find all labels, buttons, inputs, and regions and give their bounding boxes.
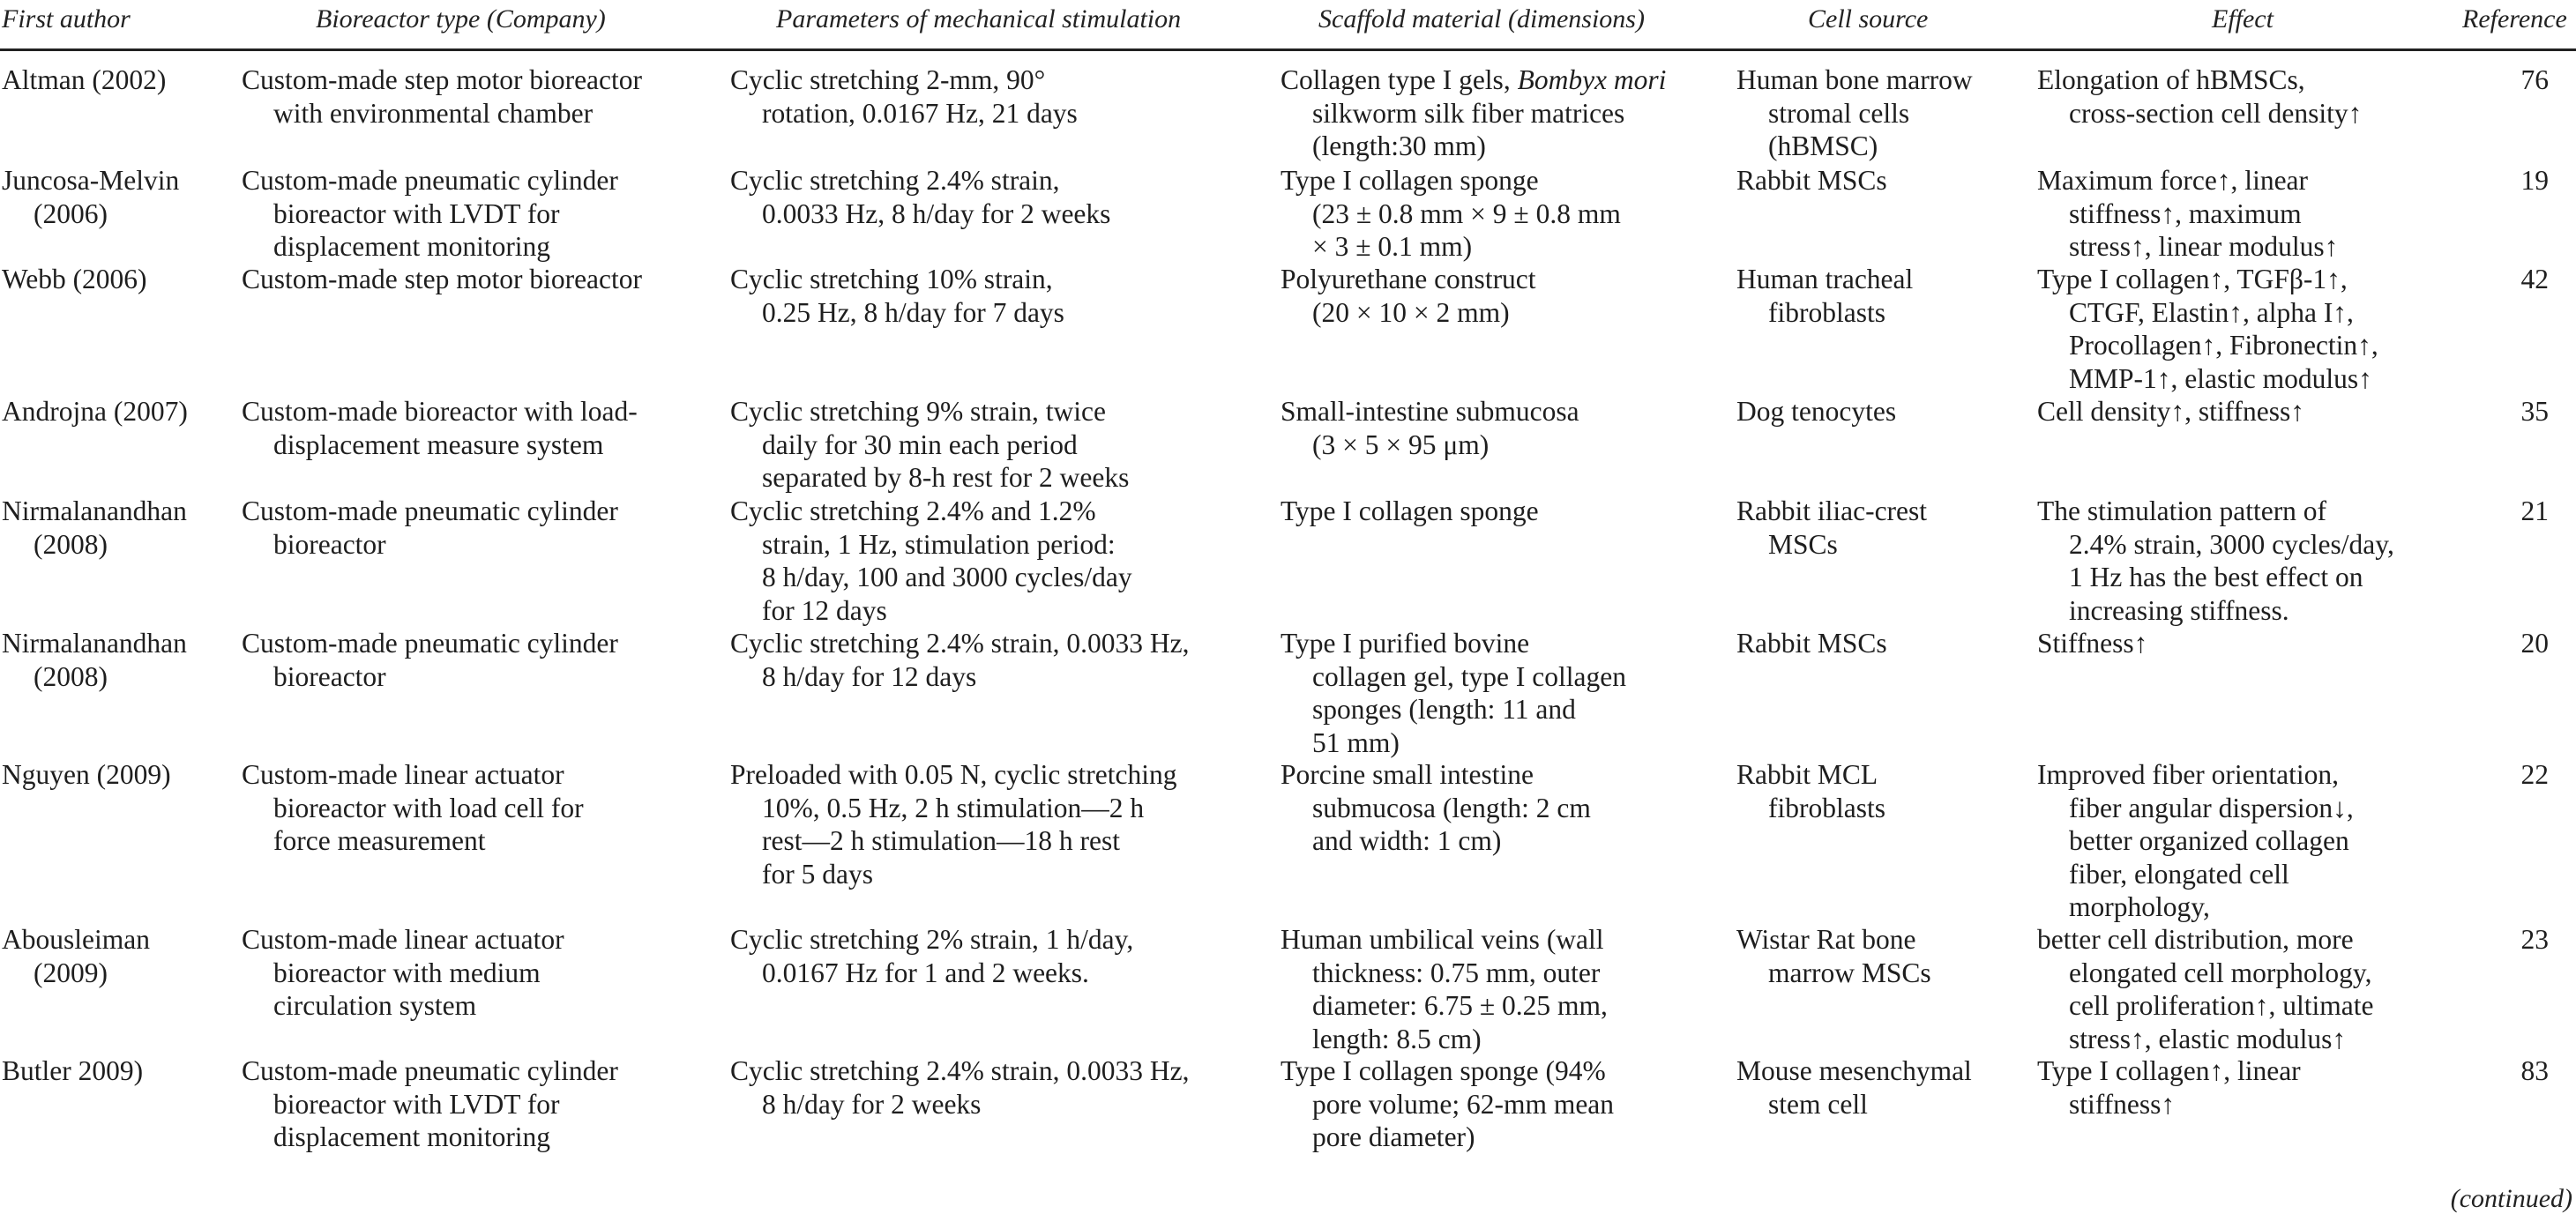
cell-line: Porcine small intestine [1281,759,1534,790]
cell-scaffold-material [1281,63,1666,163]
cell-first-author [2,495,187,561]
cell-line [1281,63,1666,97]
cell-line: (3 × 5 × 95 μm) [1312,428,1490,460]
cell-effect [2037,164,2338,264]
cell-line: collagen gel, type I collagen [1312,660,1626,692]
cell-cell-source [1736,164,1887,197]
cell-first-author [2,164,179,230]
cell-line: Maximum force↑, linear [2037,165,2309,196]
cell-line: Cyclic stretching 2.4% and 1.2% [730,495,1096,526]
cell-line: Rabbit MSCs [1736,165,1887,196]
cell-line: pore diameter) [1312,1121,1475,1152]
cell-line: for 12 days [762,594,887,626]
cell-line: strain, 1 Hz, stimulation period: [762,528,1116,560]
cell-line: morphology, [2069,891,2210,922]
cell-line: 51 mm) [1312,726,1400,758]
cell-reference: 21 [2520,495,2549,526]
cell-line: Custom-made linear actuator [242,759,564,790]
cell-scaffold-material [1281,923,1608,1055]
cell-effect [2037,495,2394,627]
cell-effect [2037,63,2362,130]
cell-parameters [730,1054,1190,1121]
cell-reference: 42 [2520,264,2549,294]
cell-bioreactor-type [242,758,584,858]
cell-first-author [2,1054,143,1088]
cell-line: circulation system [273,990,477,1021]
cell-line: Human umbilical veins (wall [1281,924,1604,955]
cell-bioreactor-type [242,627,618,693]
scaffold-species-italic: Bombyx mori [1517,64,1667,95]
cell-parameters [730,758,1177,890]
cell-cell-source [1736,1054,1972,1121]
cell-line: Custom-made step motor bioreactor [242,64,643,95]
cell-line: Androjna (2007) [2,396,188,427]
cell-cell-source [1736,395,1896,428]
cell-line: (hBMSC) [1768,130,1878,161]
cell-line: Small-intestine submucosa [1281,396,1579,427]
cell-first-author [2,63,166,97]
cell-line: cell proliferation↑, ultimate [2069,990,2374,1021]
cell-scaffold-material [1281,395,1579,461]
cell-parameters [730,627,1190,693]
cell-line: bioreactor [273,528,386,560]
cell-line: 8 h/day for 12 days [762,660,977,692]
cell-effect [2037,923,2374,1055]
cell-line: daily for 30 min each period [762,428,1078,460]
cell-line: fibroblasts [1768,792,1885,823]
cell-scaffold-material [1281,758,1591,858]
cell-line: Custom-made pneumatic cylinder [242,495,618,526]
cell-line: elongated cell morphology, [2069,957,2372,988]
cell-line: fiber, elongated cell [2069,858,2289,890]
cell-line: Rabbit MSCs [1736,628,1887,659]
continued-note: (continued) [2450,1184,2572,1213]
cell-reference: 23 [2520,924,2549,955]
cell-reference: 20 [2520,628,2549,659]
cell-line: increasing stiffness. [2069,594,2289,626]
cell-line: displacement monitoring [273,1121,551,1152]
cell-line: pore volume; 62-mm mean [1312,1088,1615,1120]
cell-scaffold-material [1281,495,1539,528]
cell-line: sponges (length: 11 and [1312,694,1576,725]
cell-parameters [730,263,1064,329]
cell-line: Human bone marrow [1736,64,1973,95]
cell-line: Rabbit iliac-crest [1736,495,1928,526]
cell-line: Custom-made bioreactor with load- [242,396,638,427]
cell-effect [2037,627,2147,660]
cell-line: rest—2 h stimulation—18 h rest [762,825,1120,856]
cell-line: Cyclic stretching 10% strain, [730,264,1053,294]
cell-line: Human tracheal [1736,264,1914,294]
cell-line: stiffness↑, maximum [2069,197,2302,229]
cell-first-author [2,395,188,428]
cell-parameters [730,495,1132,627]
cell-line: MSCs [1768,528,1838,560]
cell-bioreactor-type [242,923,564,1023]
cell-line: Nirmalanandhan [2,628,187,659]
cell-line: marrow MSCs [1768,957,1931,988]
cell-bioreactor-type [242,63,642,130]
cell-line: Wistar Rat bone [1736,924,1916,955]
cell-first-author [2,627,187,693]
header-reference: Reference [2462,4,2567,34]
cell-line: better cell distribution, more [2037,924,2354,955]
cell-line: bioreactor [273,660,386,692]
cell-reference: 19 [2520,165,2549,196]
cell-line: Custom-made pneumatic cylinder [242,165,618,196]
cell-line: Webb (2006) [2,264,147,294]
cell-line: Abousleiman [2,924,150,955]
cell-line: separated by 8-h rest for 2 weeks [762,462,1130,493]
cell-first-author [2,263,147,296]
cell-bioreactor-type [242,263,642,296]
cell-line: Type I collagen sponge [1281,165,1539,196]
cell-line: Nirmalanandhan [2,495,187,526]
cell-scaffold-material [1281,263,1536,329]
cell-bioreactor-type [242,395,638,461]
cell-line: Procollagen↑, Fibronectin↑, [2069,330,2378,361]
cell-line: 0.0033 Hz, 8 h/day for 2 weeks [762,197,1111,229]
cell-line: Altman (2002) [2,64,167,95]
cell-line: Cyclic stretching 2.4% strain, 0.0033 Hz, [730,1055,1190,1086]
cell-parameters [730,923,1133,989]
cell-line: Elongation of hBMSCs, [2037,64,2305,95]
cell-line: fiber angular dispersion↓, [2069,792,2354,823]
cell-line: bioreactor with LVDT for [273,1088,560,1120]
cell-line: (23 ± 0.8 mm × 9 ± 0.8 mm [1312,197,1621,229]
cell-cell-source [1736,63,1973,163]
cell-line: Rabbit MCL [1736,759,1878,790]
cell-line: Custom-made pneumatic cylinder [242,1055,618,1086]
header-cell-source: Cell source [1808,4,1929,34]
cell-reference: 22 [2520,759,2549,790]
cell-line: Cyclic stretching 2.4% strain, 0.0033 Hz, [730,628,1190,659]
cell-line: Dog tenocytes [1736,396,1897,427]
cell-line: 1 Hz has the best effect on [2069,562,2363,592]
cell-line: Type I purified bovine [1281,628,1530,659]
cell-first-author [2,923,150,989]
cell-line: rotation, 0.0167 Hz, 21 days [762,97,1078,129]
cell-line: Custom-made step motor bioreactor [242,264,643,294]
cell-effect [2037,395,2304,428]
cell-parameters [730,164,1110,230]
cell-line: cross-section cell density↑ [2069,97,2363,129]
cell-line: 0.25 Hz, 8 h/day for 7 days [762,296,1064,328]
cell-line: Custom-made pneumatic cylinder [242,628,618,659]
cell-bioreactor-type [242,164,618,264]
header-first-author: First author [2,4,131,34]
cell-cell-source [1736,263,1913,329]
cell-line: thickness: 0.75 mm, outer [1312,957,1601,988]
header-rule [0,48,2576,51]
cell-line: Nguyen (2009) [2,759,171,790]
cell-cell-source [1736,923,1931,989]
cell-line: 0.0167 Hz for 1 and 2 weeks. [762,957,1089,988]
cell-line: diameter: 6.75 ± 0.25 mm, [1312,990,1608,1021]
cell-line: Polyurethane construct [1281,264,1536,294]
cell-line: displacement monitoring [273,231,551,262]
cell-cell-source [1736,627,1887,660]
cell-line: with environmental chamber [273,97,594,129]
cell-line: stiffness↑ [2069,1088,2176,1120]
cell-line: Type I collagen↑, TGFβ-1↑, [2037,264,2348,294]
cell-line: and width: 1 cm) [1312,825,1502,856]
cell-cell-source [1736,758,1885,824]
cell-line: Juncosa-Melvin [2,165,180,196]
cell-line: for 5 days [762,858,873,890]
cell-line: stem cell [1768,1088,1868,1120]
cell-line: The stimulation pattern of [2037,495,2327,526]
cell-line: Improved fiber orientation, [2037,759,2340,790]
cell-scaffold-material [1281,627,1626,759]
cell-line: 8 h/day, 100 and 3000 cycles/day [762,562,1132,592]
cell-line: displacement measure system [273,428,604,460]
cell-effect [2037,758,2354,924]
cell-first-author [2,758,171,792]
cell-line: bioreactor with LVDT for [273,197,560,229]
cell-bioreactor-type [242,1054,618,1154]
cell-line: submucosa (length: 2 cm [1312,792,1591,823]
cell-parameters [730,63,1078,130]
cell-line: (2006) [34,197,108,229]
cell-line: better organized collagen [2069,825,2349,856]
cell-line: force measurement [273,825,486,856]
cell-line: (2009) [34,957,108,988]
cell-line: CTGF, Elastin↑, alpha I↑, [2069,296,2354,328]
cell-line: (length:30 mm) [1312,130,1486,161]
cell-line: Mouse mesenchymal [1736,1055,1972,1086]
cell-line: Cyclic stretching 2% strain, 1 h/day, [730,924,1134,955]
header-effect: Effect [2212,4,2274,34]
scaffold-text: Collagen type I gels, [1281,64,1518,95]
cell-line: Preloaded with 0.05 N, cyclic stretching [730,759,1177,790]
cell-bioreactor-type [242,495,618,561]
cell-reference: 83 [2520,1055,2549,1086]
cell-cell-source [1736,495,1927,561]
header-parameters: Parameters of mechanical stimulation [776,4,1182,34]
header-scaffold-material: Scaffold material (dimensions) [1318,4,1645,34]
cell-scaffold-material [1281,1054,1614,1154]
cell-line: 8 h/day for 2 weeks [762,1088,982,1120]
cell-line: × 3 ± 0.1 mm) [1312,231,1473,262]
cell-line: fibroblasts [1768,296,1885,328]
cell-reference: 35 [2520,396,2549,427]
cell-line: Cyclic stretching 2.4% strain, [730,165,1060,196]
cell-line: Stiffness↑ [2037,628,2148,659]
cell-line: bioreactor with load cell for [273,792,584,823]
cell-line: Type I collagen sponge (94% [1281,1055,1606,1086]
cell-line: stress↑, linear modulus↑ [2069,231,2339,262]
cell-parameters [730,395,1129,495]
cell-line: bioreactor with medium [273,957,541,988]
cell-line: Cell density↑, stiffness↑ [2037,396,2305,427]
cell-line: Cyclic stretching 2-mm, 90° [730,64,1046,95]
cell-line: Type I collagen sponge [1281,495,1539,526]
cell-line: Type I collagen↑, linear [2037,1055,2301,1086]
cell-scaffold-material [1281,164,1621,264]
cell-line: stromal cells [1768,97,1910,129]
cell-line: silkworm silk fiber matrices [1312,97,1625,129]
cell-line: Butler 2009) [2,1055,144,1086]
cell-effect [2037,263,2378,395]
cell-line: 10%, 0.5 Hz, 2 h stimulation—2 h [762,792,1145,823]
cell-reference: 76 [2520,64,2549,95]
cell-line: (2008) [34,660,108,692]
cell-line: length: 8.5 cm) [1312,1023,1482,1054]
cell-line: (20 × 10 × 2 mm) [1312,296,1510,328]
cell-line: MMP-1↑, elastic modulus↑ [2069,362,2372,394]
cell-line: stress↑, elastic modulus↑ [2069,1023,2347,1054]
cell-line: Cyclic stretching 9% strain, twice [730,396,1107,427]
header-bioreactor-type: Bioreactor type (Company) [316,4,606,34]
cell-line: (2008) [34,528,108,560]
cell-effect [2037,1054,2301,1121]
cell-line: 2.4% strain, 3000 cycles/day, [2069,528,2394,560]
cell-line: Custom-made linear actuator [242,924,564,955]
